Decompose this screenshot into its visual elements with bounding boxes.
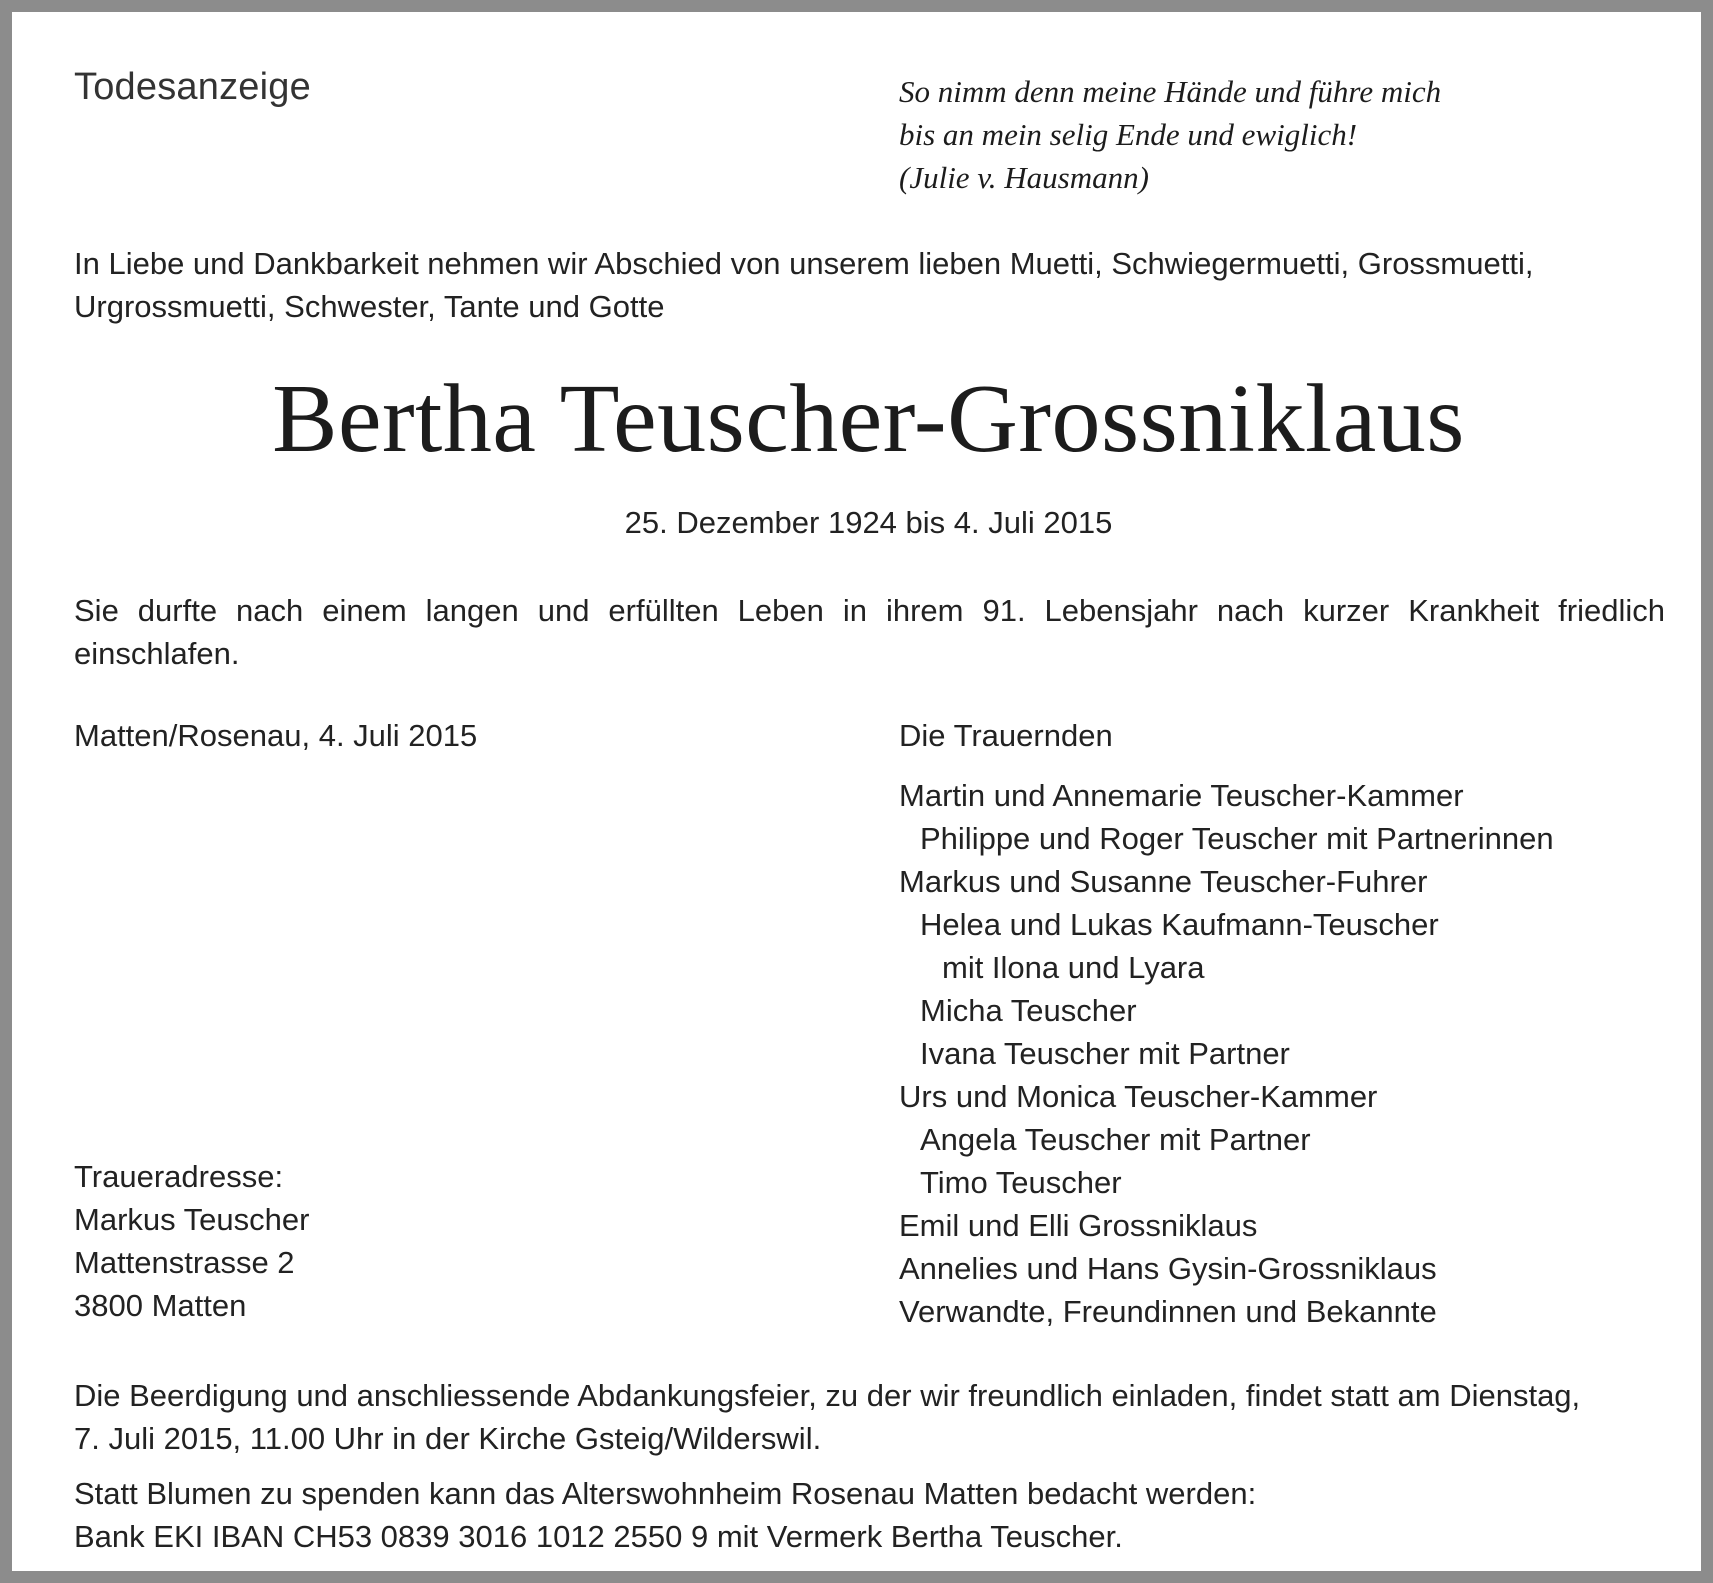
mourner-entry: Ivana Teuscher mit Partner [920, 1036, 1290, 1071]
notice-label: Todesanzeige [74, 66, 311, 108]
verse-line: bis an mein selig Ende und ewiglich! [899, 117, 1358, 152]
mourner-entry: Verwandte, Freundinnen und Bekannte [899, 1294, 1437, 1329]
mourner-entry: Timo Teuscher [920, 1165, 1122, 1200]
deceased-name: Bertha Teuscher-Grossniklaus [272, 365, 1465, 473]
funeral-line: 7. Juli 2015, 11.00 Uhr in der Kirche Gsteig/Wilderswil. [74, 1421, 822, 1456]
donation-info [74, 1472, 1256, 1558]
mourning-address [74, 1155, 309, 1327]
passing-text: Sie durfte nach einem langen und erfüllten Leben in ihrem 91. Lebensjahr nach kurzer Krankheit friedlich einschlafen. [74, 593, 1665, 671]
address-title: Traueradresse: [74, 1159, 284, 1194]
address-line: 3800 Matten [74, 1288, 247, 1323]
mourner-entry: mit Ilona und Lyara [942, 950, 1205, 985]
address-line: Mattenstrasse 2 [74, 1245, 295, 1280]
mourner-entry: Angela Teuscher mit Partner [920, 1122, 1311, 1157]
intro-line: Urgrossmuetti, Schwester, Tante und Gotte [74, 289, 665, 324]
mourner-entry: Helea und Lukas Kaufmann-Teuscher [920, 907, 1439, 942]
verse-author: (Julie v. Hausmann) [899, 160, 1149, 195]
address-line: Markus Teuscher [74, 1202, 310, 1237]
mourner-entry: Martin und Annemarie Teuscher-Kammer [899, 778, 1464, 813]
mourner-entry: Annelies und Hans Gysin-Grossniklaus [899, 1251, 1437, 1286]
donation-line: Bank EKI IBAN CH53 0839 3016 1012 2550 9 mit Vermerk Bertha Teuscher. [74, 1519, 1123, 1554]
funeral-info [74, 1374, 1580, 1460]
mourner-entry: Micha Teuscher [920, 993, 1137, 1028]
life-dates: 25. Dezember 1924 bis 4. Juli 2015 [624, 505, 1113, 540]
mourner-entry: Urs und Monica Teuscher-Kammer [899, 1079, 1378, 1114]
verse-line: So nimm denn meine Hände und führe mich [899, 74, 1442, 109]
intro-text [74, 242, 1664, 328]
mourners-list [899, 774, 1554, 1333]
mourner-entry: Philippe und Roger Teuscher mit Partnerinnen [920, 821, 1554, 856]
bible-verse [899, 70, 1441, 199]
intro-line: In Liebe und Dankbarkeit nehmen wir Abschied von unserem lieben Muetti, Schwiegermuetti, Grossmuetti, [74, 246, 1534, 281]
donation-line: Statt Blumen zu spenden kann das Alterswohnheim Rosenau Matten bedacht werden: [74, 1476, 1257, 1511]
mourner-entry: Markus und Susanne Teuscher-Fuhrer [899, 864, 1428, 899]
mourner-entry: Emil und Elli Grossniklaus [899, 1208, 1258, 1243]
funeral-line: Die Beerdigung und anschliessende Abdankungsfeier, zu der wir freundlich einladen, findet statt am Dienstag, [74, 1378, 1581, 1413]
place-date: Matten/Rosenau, 4. Juli 2015 [74, 718, 478, 753]
mourners-title: Die Trauernden [899, 718, 1113, 753]
